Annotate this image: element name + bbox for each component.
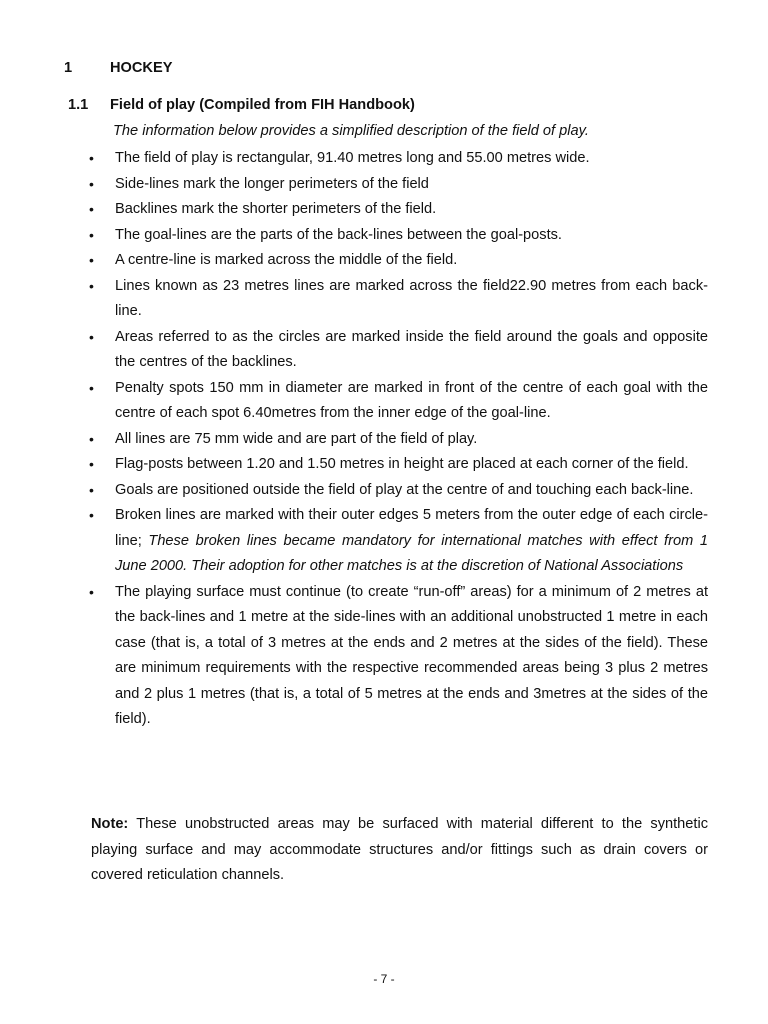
bullet-icon: • <box>89 277 94 294</box>
subsection-number: 1.1 <box>68 97 89 113</box>
subsection-heading <box>68 95 415 115</box>
list-item <box>89 503 708 580</box>
list-item-italic-text: These broken lines became mandatory for international matches with effect from 1 June 2000. Their adoption for other matches is at the discretion of National Associations <box>115 532 708 574</box>
list-item <box>89 376 708 427</box>
section-heading <box>64 58 172 78</box>
bullet-icon: • <box>89 328 94 345</box>
list-item-text: Flag-posts between 1.20 and 1.50 metres in height are placed at each corner of the field. <box>115 456 689 472</box>
section-title: HOCKEY <box>110 60 173 76</box>
subsection-intro: The information below provides a simplified description of the field of play. <box>113 123 589 139</box>
list-item <box>89 580 708 733</box>
list-item <box>89 248 708 274</box>
bullet-list <box>0 146 768 733</box>
list-item-text: Areas referred to as the circles are marked inside the field around the goals and opposite the centres of the backlines. <box>115 328 708 370</box>
bullet-icon: • <box>89 201 94 217</box>
list-item-text: A centre-line is marked across the middle of the field. <box>115 252 458 268</box>
list-item <box>89 223 708 249</box>
bullet-icon: • <box>89 252 94 268</box>
bullet-icon: • <box>89 379 94 396</box>
list-item-text: Goals are positioned outside the field of play at the centre of and touching each back-line. <box>115 481 694 498</box>
bullet-icon: • <box>89 175 94 192</box>
list-item-text: Backlines mark the shorter perimeters of the field. <box>115 201 437 217</box>
list-item <box>89 274 708 325</box>
list-item-text: Lines known as 23 metres lines are marked across the field22.90 metres from each back-line. <box>115 277 708 319</box>
list-item <box>89 452 708 478</box>
list-item-text: Side-lines mark the longer perimeters of the field <box>115 175 429 192</box>
list-item <box>89 172 708 198</box>
note-label: Note: <box>91 816 129 832</box>
list-item <box>89 427 708 453</box>
page-number: - 7 - <box>373 972 395 986</box>
list-item <box>89 197 708 223</box>
list-item-text: The goal-lines are the parts of the back-lines between the goal-posts. <box>115 226 562 243</box>
bullet-icon: • <box>89 430 94 447</box>
note-paragraph <box>91 812 708 889</box>
list-item-text: All lines are 75 mm wide and are part of the field of play. <box>115 430 478 447</box>
bullet-icon: • <box>89 583 94 600</box>
bullet-icon: • <box>89 481 94 498</box>
list-item-text: The field of play is rectangular, 91.40 metres long and 55.00 metres wide. <box>115 150 590 166</box>
list-item-text: Penalty spots 150 mm in diameter are marked in front of the centre of each goal with the centre of each spot 6.40metres from the inner edge of the goal-line. <box>115 379 708 421</box>
note-text: These unobstructed areas may be surfaced with material different to the synthetic playing surface and may accommodate structures and/or fittings such as drain covers or covered reticulation channels. <box>91 816 708 883</box>
bullet-icon: • <box>89 226 94 243</box>
bullet-icon: • <box>89 507 94 523</box>
list-item <box>89 325 708 376</box>
list-item-text: Broken lines are marked with their outer edges 5 meters from the outer edge of each circle-line; <box>115 507 708 549</box>
list-item-text: The playing surface must continue (to create “run-off” areas) for a minimum of 2 metres at the back-lines and 1 metre at the side-lines with an additional unobstructed 1 metre in each case (that is, a total of 3 metres at the ends and 2 metres at the sides of the field). These are minimum requirements with the respective recommended areas being 3 plus 2 metres and 2 plus 1 metres (that is, a total of 5 metres at the ends and 3metres at the sides of the field). <box>115 583 708 727</box>
bullet-icon: • <box>89 150 94 166</box>
section-number: 1 <box>64 60 73 76</box>
list-item <box>89 478 708 504</box>
bullet-icon: • <box>89 456 94 472</box>
subsection-title: Field of play (Compiled from FIH Handbook) <box>110 97 415 113</box>
list-item <box>89 146 708 172</box>
